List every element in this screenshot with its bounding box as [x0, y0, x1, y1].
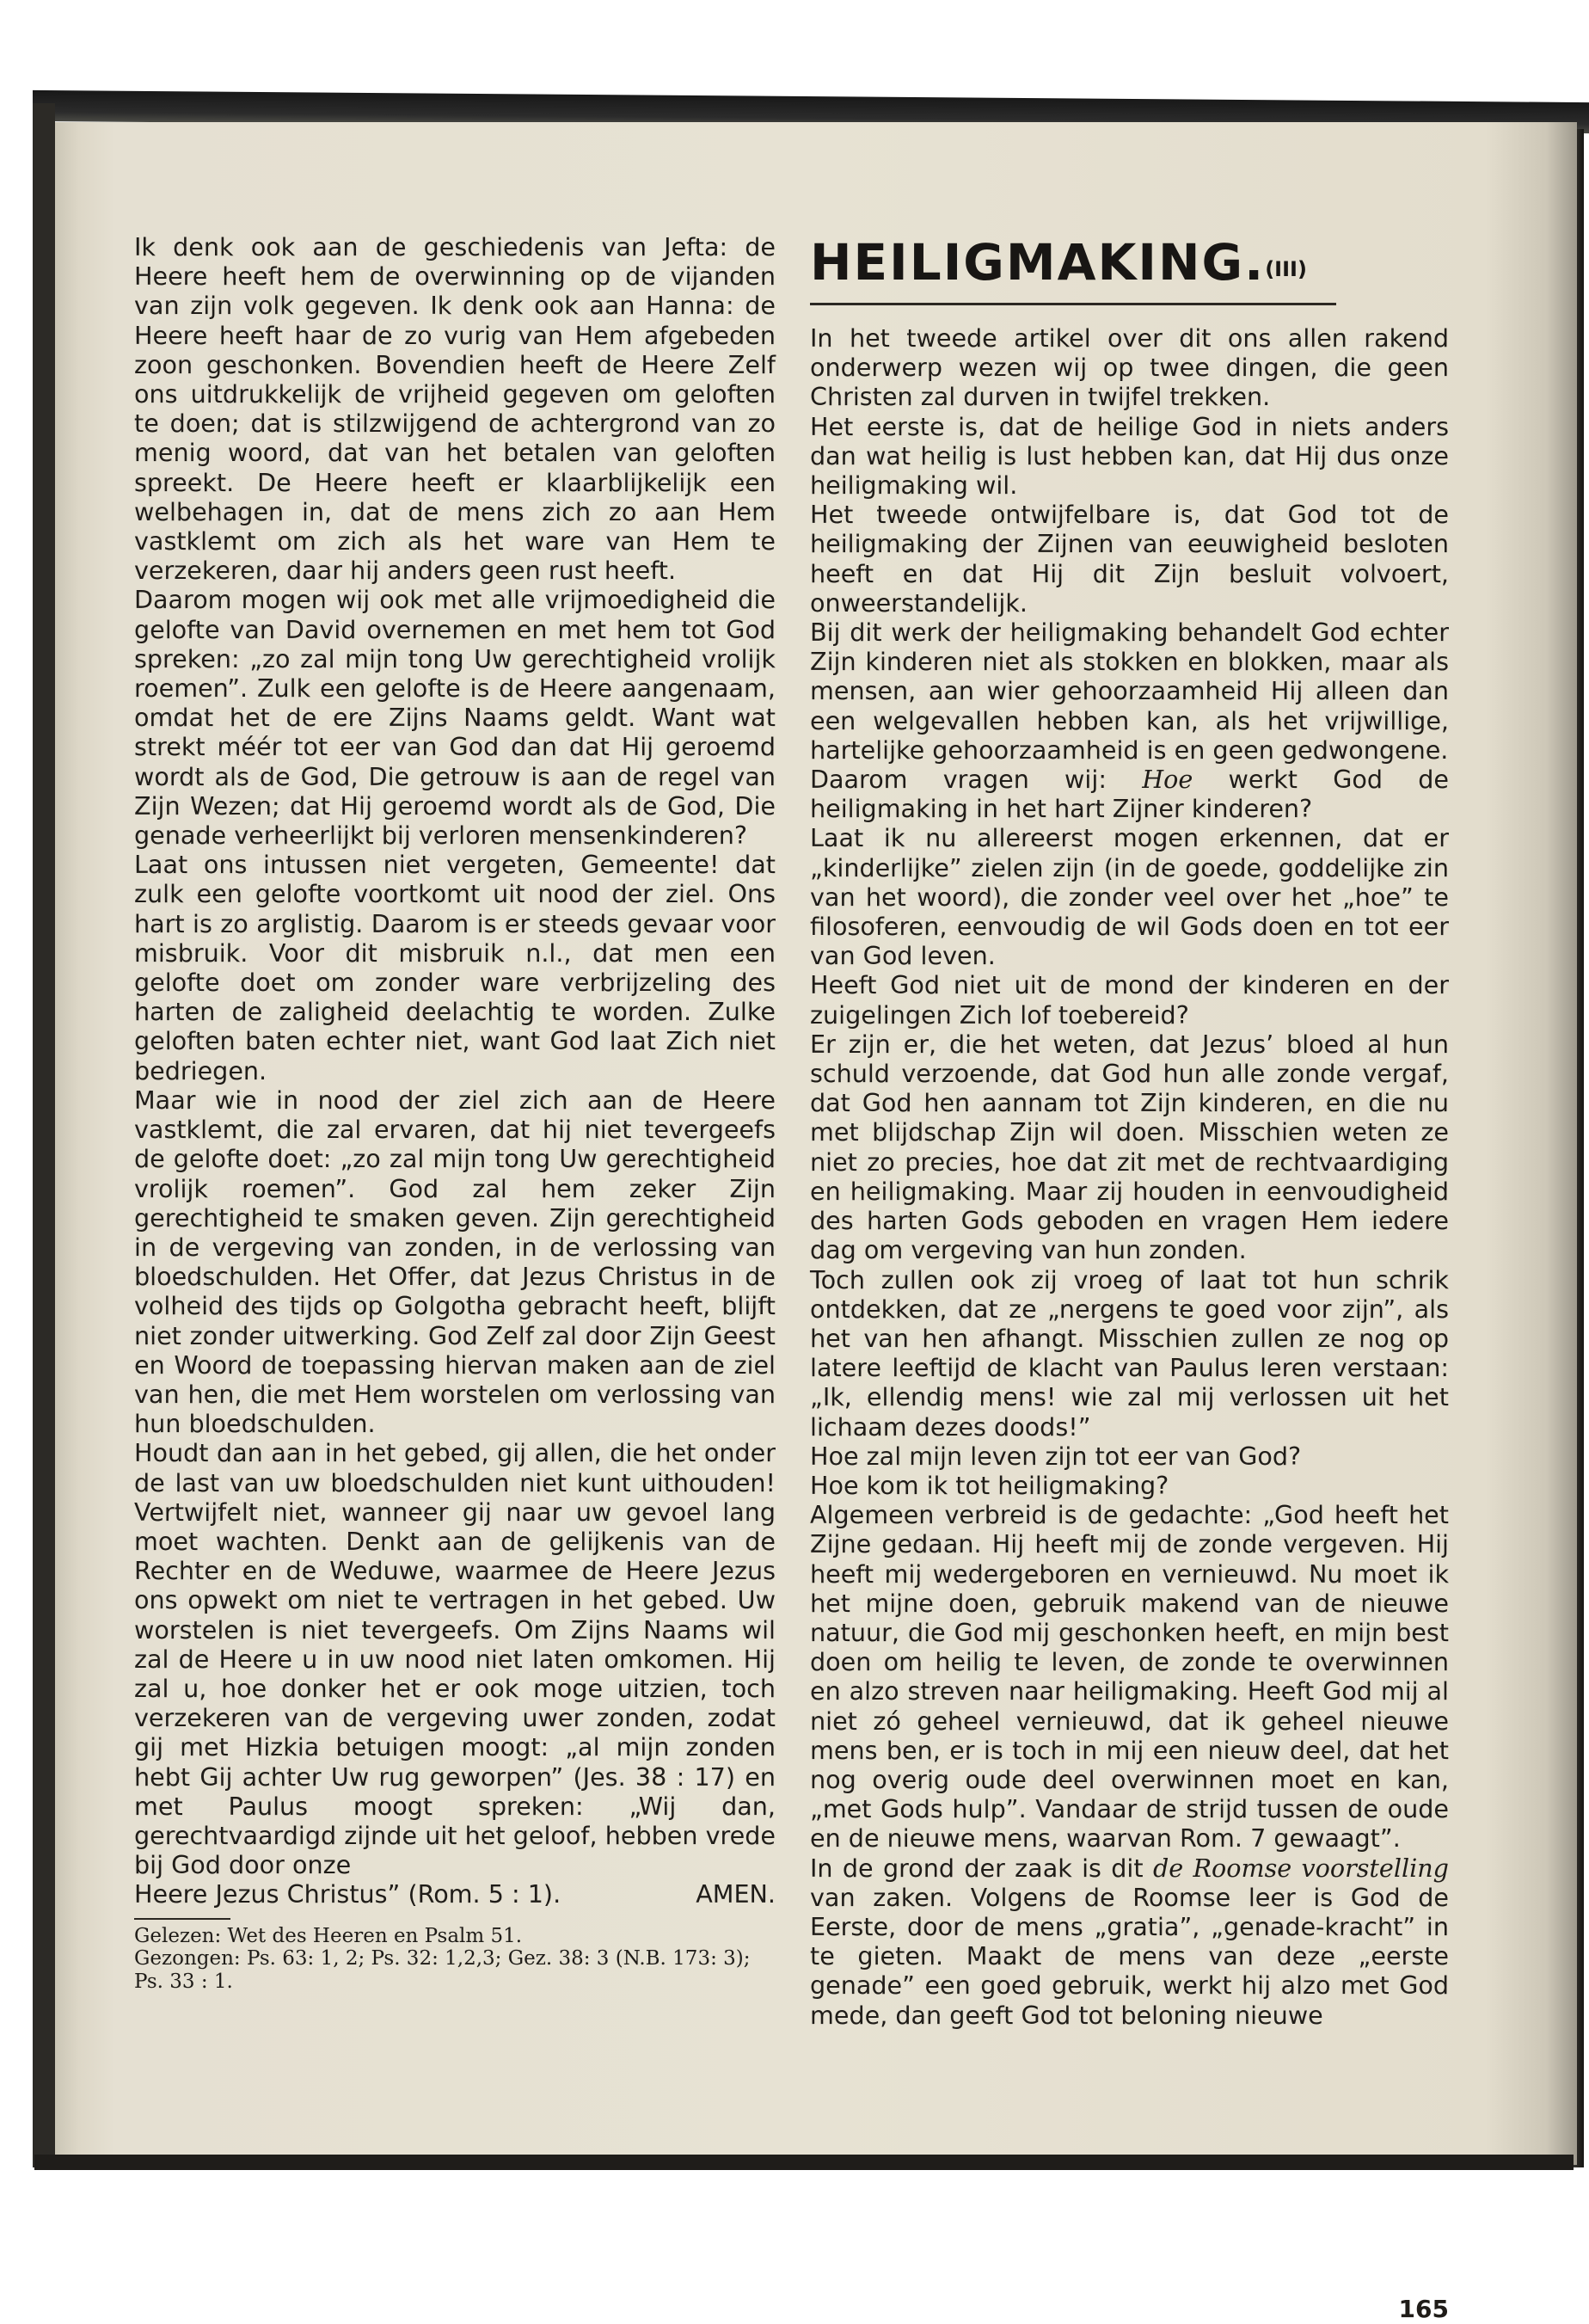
binding-edge [33, 103, 55, 2167]
right-paragraph-6: Laat ik nu allereerst mogen erkennen, dat er „kinderlijke” zielen zijn (in de goede, goddelijke zin van het woord), die zonder veel over het „hoe” te filosoferen, eenvoudig de wil Gods doen en tot eer van God leven. [810, 823, 1449, 971]
sung-note: Gezongen: Ps. 63: 1, 2; Ps. 32: 1,2,3; Gez. 38: 3 (N.B. 173: 3); Ps. 33 : 1. [134, 1947, 751, 1993]
last-suffix: van zaken. Volgens de Roomse leer is God de Eerste, door de mens „gratia”, „genade-kracht” in te gieten. Maakt de mens van deze „eerste genade” een goed gebruik, werkt hij alzo met God mede, dan geeft God tot beloning nieuwe [810, 1882, 1449, 2030]
right-paragraph-4: Bij dit werk der heiligmaking behandelt God echter Zijn kinderen niet als stokken en blokken, maar als mensen, aan wier gehoorzaamheid Hij alleen dan een welgevallen hebben kan, als het vrijwillige, hartelijke gehoorzaamheid is en geen gedwongene. [810, 618, 1449, 765]
question-emphasis: Hoe [1142, 765, 1193, 795]
amen-text: AMEN. [696, 1879, 776, 1909]
read-note: Gelezen: Wet des Heeren en Psalm 51. [134, 1924, 523, 1947]
right-paragraph-10: Hoe zal mijn leven zijn tot eer van God? [810, 1441, 1302, 1471]
question-paragraph [810, 765, 1449, 823]
right-paragraph-2: Het eerste is, dat de heilige God in niets anders dan wat heilig is lust hebben kan, dat Hij dus onze heiligmaking wil. [810, 411, 1449, 501]
heading-underline [810, 303, 1336, 305]
heading-text: HEILIGMAKING. [810, 233, 1266, 292]
right-paragraph-7: Heeft God niet uit de mond der kinderen en der zuigelingen Zich lof toebereid? [810, 970, 1449, 1030]
left-column [134, 232, 776, 1993]
right-paragraph-13 [810, 1854, 1449, 2030]
left-paragraph-2: Daarom mogen wij ook met alle vrijmoedigheid die gelofte van David overnemen en met hem tot God spreken: „zo zal mijn tong Uw gerechtigheid vrolijk roemen”. Zulk een gelofte is de Heere aangenaam, omdat het de ere Zijns Naams geldt. Want wat strekt méér tot eer van God dan dat Hij geroemd wordt als de God, Die getrouw is aan de regel van Zijn Wezen; dat Hij geroemd wordt als de God, Die genade verheerlijkt bij verloren mensenkinderen? [134, 585, 776, 851]
right-paragraph-11: Hoe kom ik tot heiligmaking? [810, 1470, 1169, 1500]
sermon-closing-line [134, 1879, 776, 1909]
right-paragraph-9: Toch zullen ook zij vroeg of laat tot hun schrik ontdekken, dat ze „nergens te goed voor zijn”, als het van hen afhangt. Misschien zullen ze nog op latere leeftijd de klacht van Paulus leren verstaan: „Ik, ellendig mens! wie zal mij verlossen uit het lichaam dezes doods!” [810, 1264, 1449, 1442]
page-bottom-shadow [34, 2155, 1574, 2170]
left-paragraph-4: Maar wie in nood der ziel zich aan de Heere vastklemt, die zal ervaren, dat hij niet tevergeefs de gelofte doet: „zo zal mijn tong Uw gerechtigheid vrolijk roemen”. God zal hem zeker Zijn gerechtigheid te smaken geven. Zijn gerechtigheid in de vergeving van zonden, in de verlossing van bloedschulden. Het Offer, dat Jezus Christus in de volheid des tijds op Golgotha gebracht heeft, blijft niet zonder uitwerking. God Zelf zal door Zijn Geest en Woord de toepassing hiervan maken aan de ziel van hen, die met Hem worstelen om verlossing van hun bloedschulden. [134, 1085, 776, 1439]
page-number: 165 [1398, 2295, 1449, 2323]
left-paragraph-5: Houdt dan aan in het gebed, gij allen, die het onder de last van uw bloedschulden niet kunt uithouden! Vertwijfelt niet, wanneer gij naar uw gevoel lang moet wachten. Denkt aan de gelijkenis van de Rechter en de Weduwe, waarmee de Heere Jezus ons opwekt om niet te vertragen in het gebed. Uw worstelen is niet tevergeefs. Om Zijns Naams wil zal de Heere u in uw nood niet laten omkomen. Hij zal u, hoe donker het er ook moge uitzien, toch verzekeren van de vergeving uwer zonden, zodat gij met Hizkia betuigen moogt: „al mijn zonden hebt Gij achter Uw rug geworpen” (Jes. 38 : 17) en met Paulus moogt spreken: „Wij dan, gerechtvaardigd zijnde uit het geloof, hebben vrede bij God door onze [134, 1438, 776, 1880]
notes-divider [134, 1918, 230, 1920]
last-emphasis: de Roomse voorstelling [1152, 1853, 1449, 1883]
right-paragraph-12: Algemeen verbreid is de gedachte: „God heeft het Zijne gedaan. Hij heeft mij de zonde vergeven. Hij heeft mij wedergeboren en vernieuwd. Nu moet ik het mijne doen, gebruik makend van de nieuwe natuur, die God mij geschonken heeft, en mijn best doen om heilig te leven, de zonde te overwinnen en alzo streven naar heiligmaking. Heeft God mij al niet zó geheel vernieuwd, dat ik geheel nieuwe mens ben, er is toch in mij een nieuw deel, dat het nog overig oude deel overwinnen moet en kan, „met Gods hulp”. Vandaar de strijd tussen de oude en de nieuwe mens, waarvan Rom. 7 gewaagt”. [810, 1500, 1449, 1854]
left-paragraph-3: Laat ons intussen niet vergeten, Gemeente! dat zulk een gelofte voortkomt uit nood der ziel. Ons hart is zo arglistig. Daarom is er steeds gevaar voor misbruik. Voor dit misbruik n.l., dat men een gelofte doet om zonder ware verbrijzeling des harten de zaligheid deelachtig te worden. Zulke geloften baten echter niet, want God laat Zich niet bedriegen. [134, 850, 776, 1085]
question-suffix: werkt God de heiligmaking in het hart Zijner kinderen? [810, 765, 1450, 824]
closing-text: Heere Jezus Christus” (Rom. 5 : 1). [134, 1879, 561, 1909]
right-paragraph-3: Het tweede ontwijfelbare is, dat God tot de heiligmaking der Zijnen van eeuwigheid besloten heeft en dat Hij dit Zijn besluit volvoert, onweerstandelijk. [810, 500, 1449, 618]
article-body [810, 323, 1449, 2030]
heading-part-number: (III) [1265, 257, 1307, 281]
question-prefix: Daarom vragen wij: [810, 765, 1107, 795]
right-paragraph-1: In het tweede artikel over dit ons allen rakend onderwerp wezen wij op twee dingen, die geen Christen zal durven in twijfel trekken. [810, 323, 1449, 412]
last-prefix: In de grond der zaak is dit [810, 1853, 1144, 1883]
left-paragraph-1: Ik denk ook aan de geschiedenis van Jefta: de Heere heeft hem de overwinning op de vijanden van zijn volk gegeven. Ik denk ook aan Hanna: de Heere heeft haar de zo vurig van Hem afgebeden zoon geschonken. Bovendien heeft de Heere Zelf ons uitdrukkelijk de vrijheid gegeven om geloften te doen; dat is stilzwijgend de achtergrond van zo menig woord, dat van het betalen van geloften spreekt. De Heere heeft er klaarblijkelijk een welbehagen in, dat de mens zich zo aan Hem vastklemt om zich als het ware van Hem te verzekeren, daar hij anders geen rust heeft. [134, 232, 776, 586]
right-paragraph-8: Er zijn er, die het weten, dat Jezus’ bloed al hun schuld verzoende, dat God hun alle zonde vergaf, dat God hen aannam tot Zijn kinderen, en die nu met blijdschap Zijn wil doen. Misschien weten ze niet zo precies, hoe dat zit met de rechtvaardiging en heiligmaking. Maar zij houden in eenvoudigheid des harten Gods geboden en vragen Hem iedere dag om vergeving van hun zonden. [810, 1029, 1449, 1265]
article-heading [810, 232, 1307, 299]
